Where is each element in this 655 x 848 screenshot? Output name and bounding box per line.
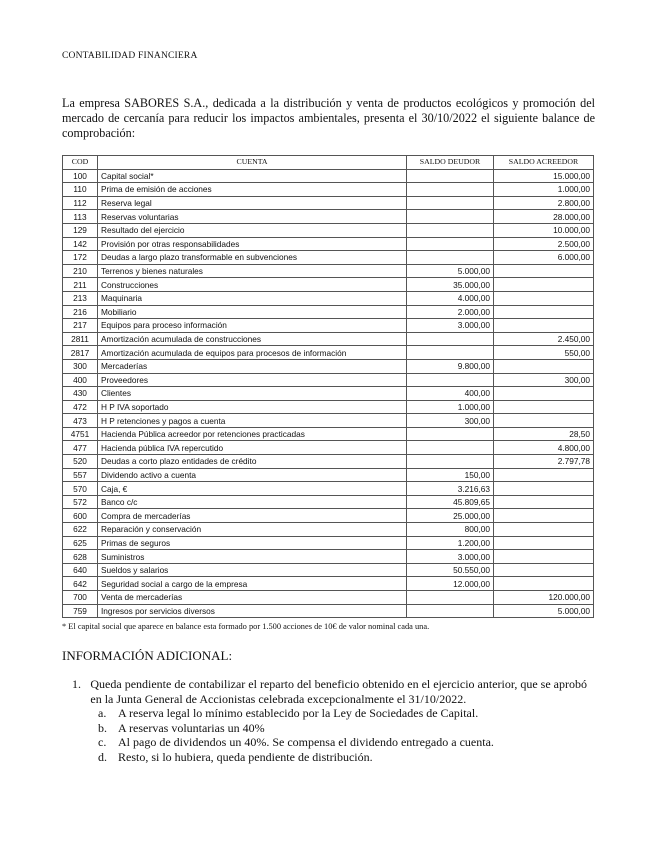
deudor-cell (407, 604, 494, 618)
cuenta-cell: Venta de mercaderías (98, 591, 407, 605)
cuenta-cell: Equipos para proceso información (98, 319, 407, 333)
cuenta-cell: Caja, € (98, 482, 407, 496)
item-number: 1. (72, 677, 81, 691)
acreedor-cell (494, 536, 594, 550)
acreedor-cell (494, 482, 594, 496)
acreedor-cell: 300,00 (494, 373, 594, 387)
table-row (63, 264, 594, 278)
acreedor-cell (494, 495, 594, 509)
document-header: CONTABILIDAD FINANCIERA (62, 51, 198, 61)
cuenta-cell: Reparación y conservación (98, 523, 407, 537)
cuenta-cell: Dividendo activo a cuenta (98, 468, 407, 482)
acreedor-cell (494, 550, 594, 564)
deudor-cell: 150,00 (407, 468, 494, 482)
info-list (72, 677, 595, 764)
deudor-cell: 300,00 (407, 414, 494, 428)
table-row (63, 482, 594, 496)
sub-letter: d. (98, 749, 107, 764)
cuenta-cell: Reserva legal (98, 196, 407, 210)
table-row (63, 441, 594, 455)
deudor-cell: 3.000,00 (407, 319, 494, 333)
cod-cell: 642 (63, 577, 98, 591)
table-row (63, 305, 594, 319)
acreedor-cell (494, 291, 594, 305)
sub-text: Al pago de dividendos un 40%. Se compensa el dividendo entregado a cuenta. (118, 735, 494, 749)
cod-cell: 400 (63, 373, 98, 387)
deudor-cell: 5.000,00 (407, 264, 494, 278)
acreedor-cell: 5.000,00 (494, 604, 594, 618)
cod-cell: 129 (63, 223, 98, 237)
cod-cell: 2811 (63, 332, 98, 346)
table-row (63, 387, 594, 401)
table-row (63, 400, 594, 414)
table-row (63, 359, 594, 373)
cuenta-cell: Amortización acumulada de construcciones (98, 332, 407, 346)
table-row (63, 332, 594, 346)
cod-cell: 142 (63, 237, 98, 251)
table-row (63, 346, 594, 360)
acreedor-cell (494, 577, 594, 591)
cuenta-cell: Deudas a corto plazo entidades de crédito (98, 455, 407, 469)
table-row (63, 523, 594, 537)
sub-text: A reserva legal lo mínimo establecido por la Ley de Sociedades de Capital. (118, 706, 479, 720)
table-row (63, 291, 594, 305)
deudor-cell (407, 373, 494, 387)
acreedor-cell: 2.500,00 (494, 237, 594, 251)
table-row (63, 183, 594, 197)
table-header-row (63, 156, 594, 170)
table-row (63, 237, 594, 251)
cod-cell: 113 (63, 210, 98, 224)
deudor-cell (407, 455, 494, 469)
acreedor-cell: 1.000,00 (494, 183, 594, 197)
cuenta-cell: Hacienda pública IVA repercutido (98, 441, 407, 455)
cod-cell: 477 (63, 441, 98, 455)
sub-letter: b. (98, 720, 107, 735)
table-row (63, 196, 594, 210)
deudor-cell: 800,00 (407, 523, 494, 537)
cuenta-cell: Mercaderías (98, 359, 407, 373)
acreedor-cell: 6.000,00 (494, 251, 594, 265)
cuenta-cell: Resultado del ejercicio (98, 223, 407, 237)
acreedor-cell (494, 563, 594, 577)
sub-text: A reservas voluntarias un 40% (118, 720, 265, 735)
table-row (63, 319, 594, 333)
cod-cell: 2817 (63, 346, 98, 360)
acreedor-cell: 120.000,00 (494, 591, 594, 605)
cuenta-cell: Ingresos por servicios diversos (98, 604, 407, 618)
deudor-cell: 1.200,00 (407, 536, 494, 550)
sub-text: Resto, si lo hubiera, queda pendiente de distribución. (118, 749, 373, 764)
intro-paragraph: La empresa SABORES S.A., dedicada a la distribución y venta de productos ecológicos y promoción del mercado de cercanía para reducir los impactos ambientales, presenta el 30/10/2022 el siguiente balance de comprobación: (62, 96, 595, 140)
info-title: INFORMACIÓN ADICIONAL: (62, 648, 233, 663)
deudor-cell (407, 237, 494, 251)
acreedor-cell: 2.800,00 (494, 196, 594, 210)
table-row (63, 414, 594, 428)
acreedor-cell: 4.800,00 (494, 441, 594, 455)
deudor-cell: 2.000,00 (407, 305, 494, 319)
cuenta-cell: Compra de mercaderías (98, 509, 407, 523)
table-row (63, 591, 594, 605)
acreedor-cell: 28,50 (494, 427, 594, 441)
acreedor-cell: 2.450,00 (494, 332, 594, 346)
sub-list-item (98, 750, 595, 765)
cod-cell: 570 (63, 482, 98, 496)
col-deudor: SALDO DEUDOR (407, 156, 494, 170)
cod-cell: 172 (63, 251, 98, 265)
cod-cell: 211 (63, 278, 98, 292)
acreedor-cell (494, 523, 594, 537)
table-row (63, 577, 594, 591)
table-row (63, 427, 594, 441)
cuenta-cell: H P retenciones y pagos a cuenta (98, 414, 407, 428)
cuenta-cell: Prima de emisión de acciones (98, 183, 407, 197)
cod-cell: 472 (63, 400, 98, 414)
cod-cell: 625 (63, 536, 98, 550)
cod-cell: 430 (63, 387, 98, 401)
sub-letter: c. (98, 735, 107, 749)
deudor-cell: 4.000,00 (407, 291, 494, 305)
deudor-cell: 3.216,63 (407, 482, 494, 496)
acreedor-cell: 15.000,00 (494, 169, 594, 183)
acreedor-cell (494, 400, 594, 414)
cuenta-cell: Banco c/c (98, 495, 407, 509)
cod-cell: 473 (63, 414, 98, 428)
deudor-cell (407, 183, 494, 197)
acreedor-cell (494, 468, 594, 482)
cod-cell: 110 (63, 183, 98, 197)
cod-cell: 628 (63, 550, 98, 564)
cuenta-cell: Terrenos y bienes naturales (98, 264, 407, 278)
cod-cell: 210 (63, 264, 98, 278)
cuenta-cell: Amortización acumulada de equipos para procesos de información (98, 346, 407, 360)
table-row (63, 604, 594, 618)
table-row (63, 536, 594, 550)
deudor-cell (407, 210, 494, 224)
cuenta-cell: Clientes (98, 387, 407, 401)
table-row (63, 251, 594, 265)
deudor-cell (407, 332, 494, 346)
col-cuenta: CUENTA (98, 156, 407, 170)
table-row (63, 210, 594, 224)
sub-list (98, 706, 595, 764)
cod-cell: 600 (63, 509, 98, 523)
acreedor-cell (494, 319, 594, 333)
deudor-cell (407, 441, 494, 455)
deudor-cell: 12.000,00 (407, 577, 494, 591)
acreedor-cell (494, 387, 594, 401)
cod-cell: 572 (63, 495, 98, 509)
cod-cell: 216 (63, 305, 98, 319)
cod-cell: 520 (63, 455, 98, 469)
cuenta-cell: Proveedores (98, 373, 407, 387)
cod-cell: 622 (63, 523, 98, 537)
acreedor-cell (494, 359, 594, 373)
acreedor-cell (494, 264, 594, 278)
cuenta-cell: Provisión por otras responsabilidades (98, 237, 407, 251)
trial-balance-table (62, 155, 594, 618)
sub-list-item (98, 721, 595, 736)
col-cod: COD (63, 156, 98, 170)
cod-cell: 640 (63, 563, 98, 577)
list-item (72, 677, 595, 706)
acreedor-cell: 10.000,00 (494, 223, 594, 237)
col-acreedor: SALDO ACREEDOR (494, 156, 594, 170)
cuenta-cell: Seguridad social a cargo de la empresa (98, 577, 407, 591)
table-row (63, 455, 594, 469)
deudor-cell: 9.800,00 (407, 359, 494, 373)
cod-cell: 300 (63, 359, 98, 373)
acreedor-cell (494, 278, 594, 292)
cod-cell: 112 (63, 196, 98, 210)
acreedor-cell (494, 305, 594, 319)
deudor-cell (407, 196, 494, 210)
deudor-cell (407, 169, 494, 183)
footnote: * El capital social que aparece en balance esta formado por 1.500 acciones de 10€ de valor nominal cada una. (62, 622, 430, 631)
cuenta-cell: Suministros (98, 550, 407, 564)
cod-cell: 759 (63, 604, 98, 618)
cuenta-cell: Reservas voluntarias (98, 210, 407, 224)
deudor-cell (407, 223, 494, 237)
table-row (63, 223, 594, 237)
deudor-cell: 45.809,65 (407, 495, 494, 509)
cuenta-cell: Deudas a largo plazo transformable en subvenciones (98, 251, 407, 265)
deudor-cell: 3.000,00 (407, 550, 494, 564)
acreedor-cell: 550,00 (494, 346, 594, 360)
acreedor-cell (494, 414, 594, 428)
cuenta-cell: Maquinaria (98, 291, 407, 305)
deudor-cell: 35.000,00 (407, 278, 494, 292)
table-row (63, 468, 594, 482)
table-row (63, 278, 594, 292)
table-row (63, 169, 594, 183)
cuenta-cell: Hacienda Pública acreedor por retenciones practicadas (98, 427, 407, 441)
cuenta-cell: Capital social* (98, 169, 407, 183)
cod-cell: 213 (63, 291, 98, 305)
deudor-cell: 400,00 (407, 387, 494, 401)
deudor-cell: 50.550,00 (407, 563, 494, 577)
cod-cell: 217 (63, 319, 98, 333)
deudor-cell: 25.000,00 (407, 509, 494, 523)
cod-cell: 557 (63, 468, 98, 482)
deudor-cell (407, 427, 494, 441)
sub-list-item (98, 735, 595, 750)
sub-list-item (98, 706, 595, 721)
deudor-cell (407, 346, 494, 360)
deudor-cell: 1.000,00 (407, 400, 494, 414)
cuenta-cell: Mobiliario (98, 305, 407, 319)
cuenta-cell: Primas de seguros (98, 536, 407, 550)
cuenta-cell: Construcciones (98, 278, 407, 292)
table-row (63, 495, 594, 509)
table-row (63, 550, 594, 564)
cuenta-cell: H P IVA soportado (98, 400, 407, 414)
acreedor-cell: 2.797,78 (494, 455, 594, 469)
item-text: Queda pendiente de contabilizar el reparto del beneficio obtenido en el ejercicio anterior, que se aprobó en la Junta General de Accionistas celebrada excepcionalmente el 31/10/2022. (90, 677, 588, 706)
cod-cell: 4751 (63, 427, 98, 441)
cod-cell: 100 (63, 169, 98, 183)
table-row (63, 373, 594, 387)
deudor-cell (407, 591, 494, 605)
deudor-cell (407, 251, 494, 265)
acreedor-cell: 28.000,00 (494, 210, 594, 224)
sub-letter: a. (98, 706, 107, 720)
acreedor-cell (494, 509, 594, 523)
table-row (63, 563, 594, 577)
cod-cell: 700 (63, 591, 98, 605)
cuenta-cell: Sueldos y salarios (98, 563, 407, 577)
table-row (63, 509, 594, 523)
